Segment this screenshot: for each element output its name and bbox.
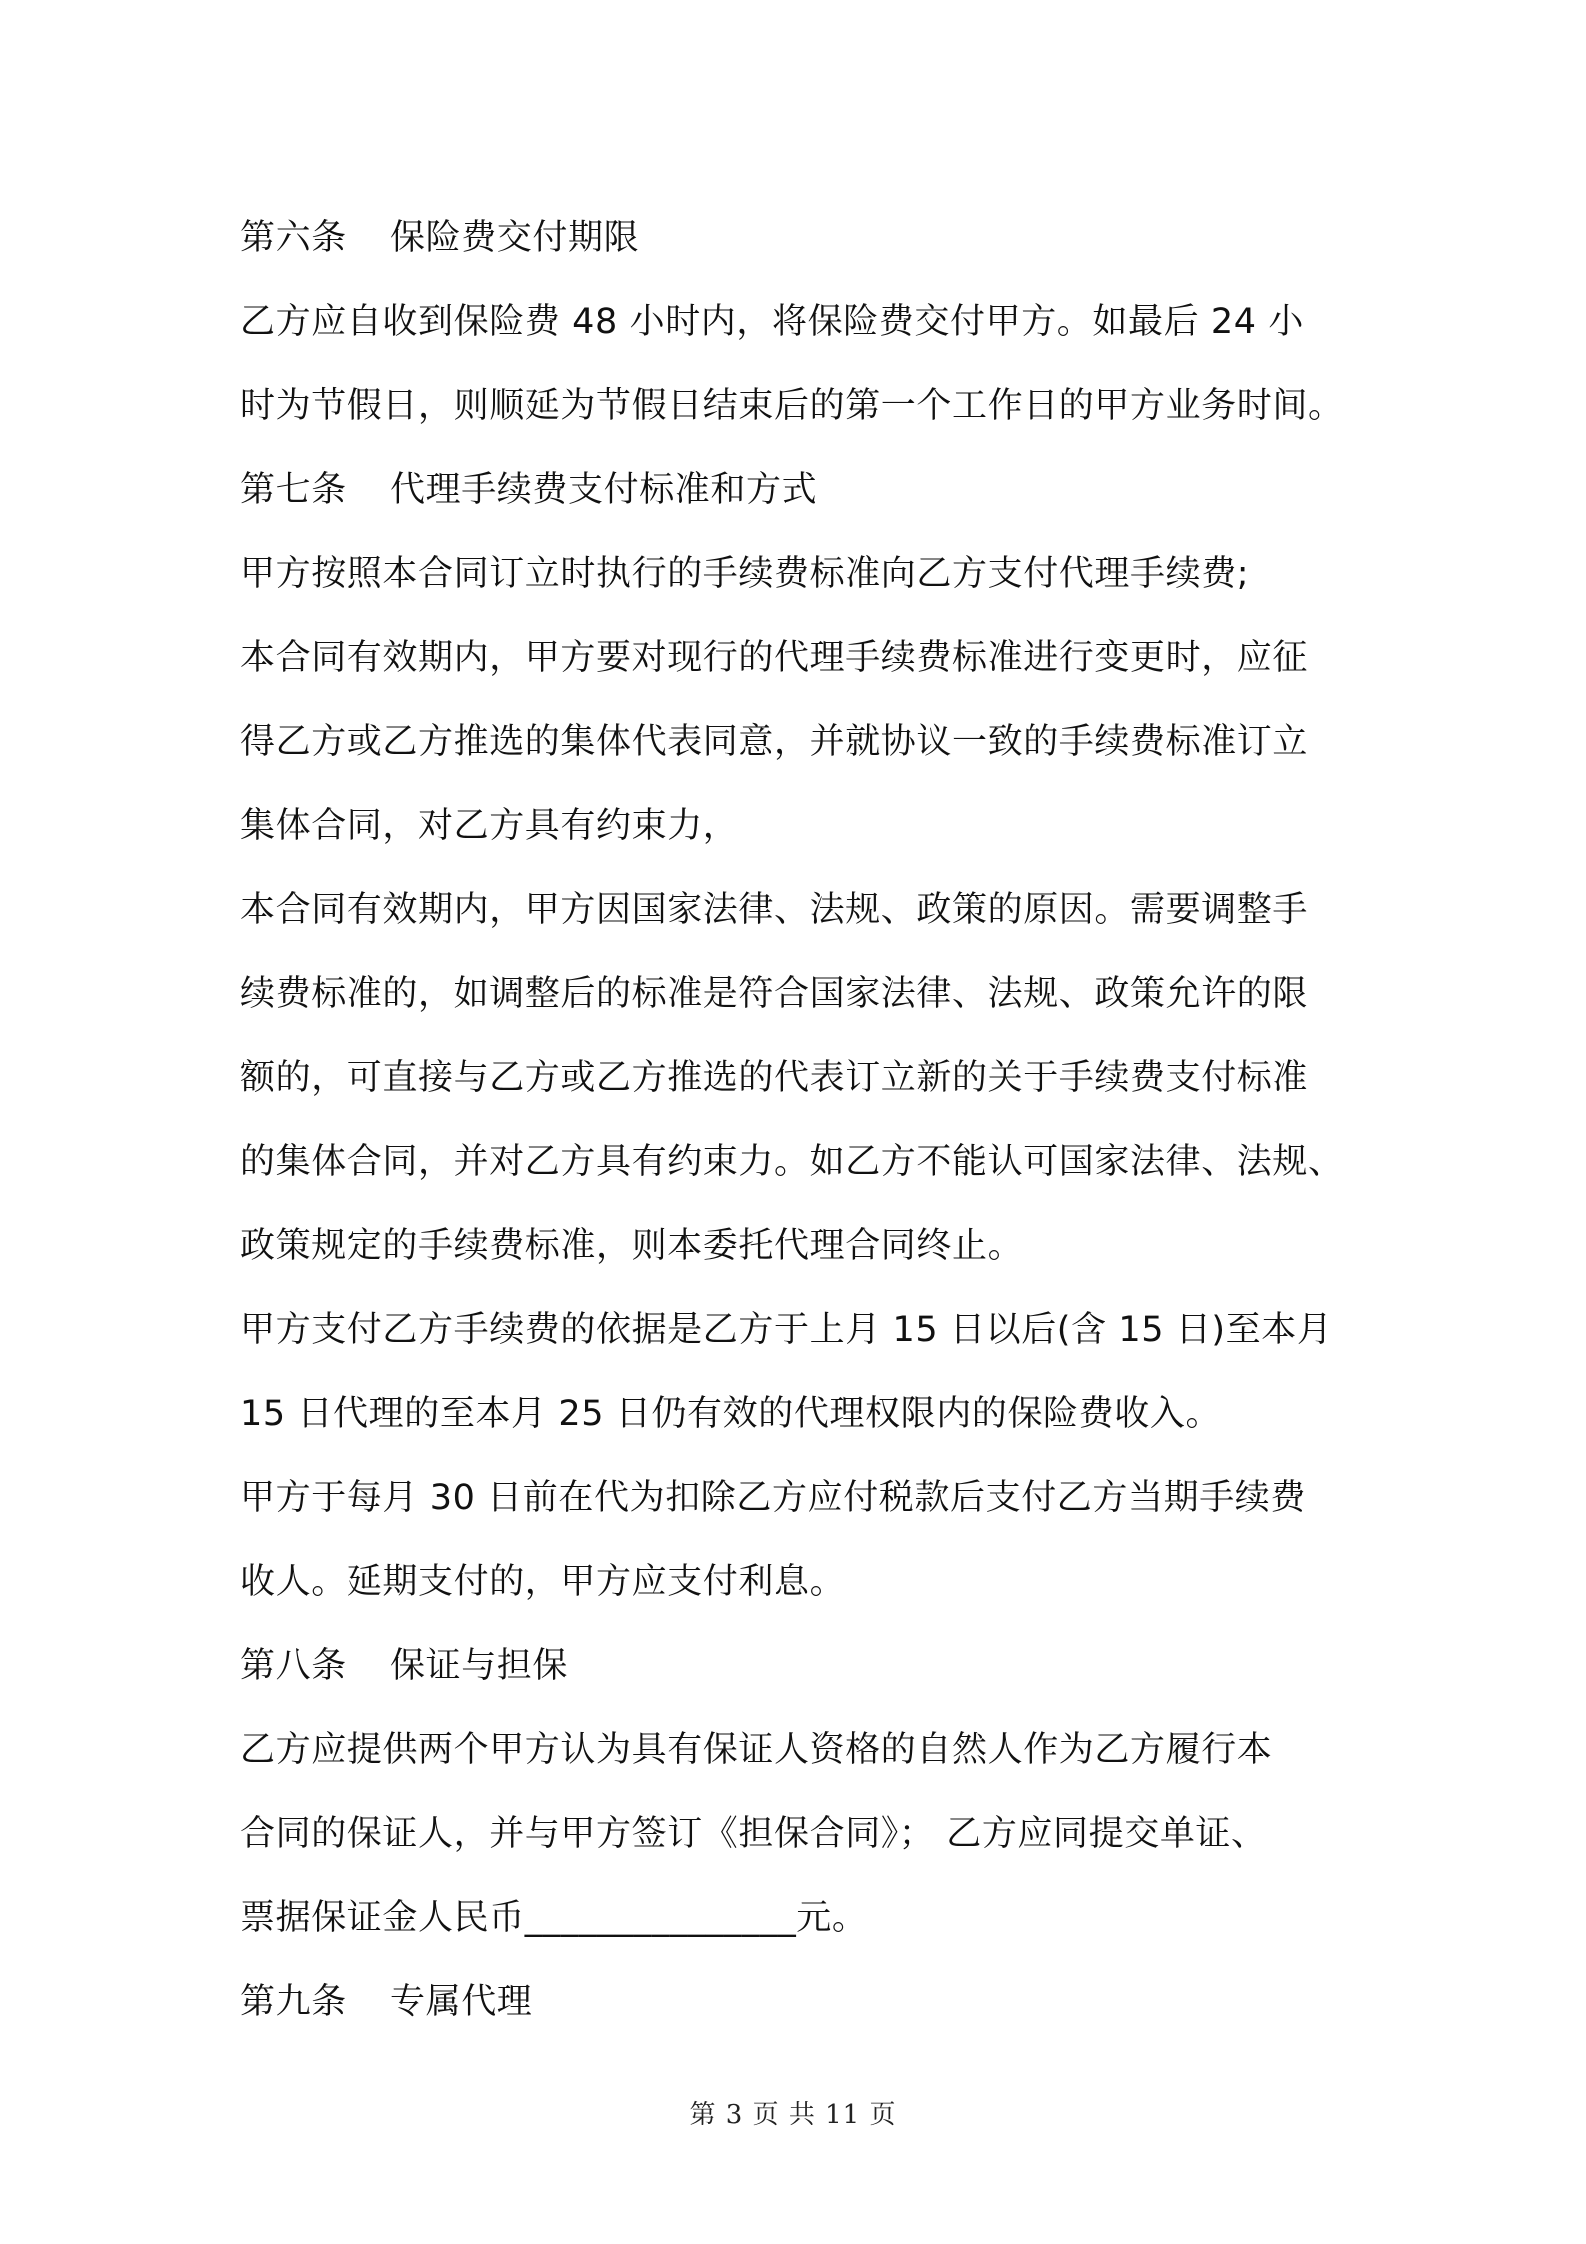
paragraph-line: 续费标准的，如调整后的标准是符合国家法律、法规、政策允许的限 [240,974,1309,1014]
paragraph-line: 合同的保证人，并与甲方签订《担保合同》； 乙方应同提交单证、 [240,1814,1267,1854]
paragraph-line: 额的，可直接与乙方或乙方推选的代表订立新的关于手续费支付标准 [240,1058,1309,1098]
paragraph-line: 15 日代理的至本月 25 日仍有效的代理权限内的保险费收入。 [240,1394,1222,1434]
paragraph-line: 收人。延期支付的，甲方应支付利息。 [240,1562,846,1602]
article-number: 第八条 [240,1646,347,1686]
article-title: 代理手续费支付标准和方式 [390,470,818,510]
article-heading-9 [240,1960,1400,2044]
paragraph-line: 甲方支付乙方手续费的依据是乙方于上月 15 日以后(含 15 日)至本月 [240,1310,1333,1350]
article-heading-7 [240,448,1400,532]
paragraph-line: 乙方应自收到保险费 48 小时内，将保险费交付甲方。如最后 24 小 [240,302,1304,342]
article-heading-8 [240,1624,1400,1708]
article-heading-6 [240,196,1400,280]
paragraph-line: 的集体合同，并对乙方具有约束力。如乙方不能认可国家法律、法规、 [240,1142,1344,1182]
paragraph-line: 乙方应提供两个甲方认为具有保证人资格的自然人作为乙方履行本 [240,1730,1273,1770]
paragraph-line: 集体合同，对乙方具有约束力， [240,806,739,846]
article-number: 第九条 [240,1982,347,2022]
article-number: 第六条 [240,218,347,258]
paragraph-line: 本合同有效期内，甲方要对现行的代理手续费标准进行变更时，应征 [240,638,1309,678]
article-title: 保证与担保 [390,1646,569,1686]
article-title: 专属代理 [390,1982,533,2022]
paragraph-line: 本合同有效期内，甲方因国家法律、法规、政策的原因。需要调整手 [240,890,1309,930]
paragraph-line: 票据保证金人民币_______________元。 [240,1898,868,1938]
paragraph-line: 甲方于每月 30 日前在代为扣除乙方应付税款后支付乙方当期手续费 [240,1478,1306,1518]
document-body [240,196,1400,2044]
article-number: 第七条 [240,470,347,510]
paragraph-line: 得乙方或乙方推选的集体代表同意，并就协议一致的手续费标准订立 [240,722,1309,762]
page-number-footer: 第 3 页 共 11 页 [689,2100,897,2130]
paragraph-line: 甲方按照本合同订立时执行的手续费标准向乙方支付代理手续费; [240,554,1250,594]
article-title: 保险费交付期限 [390,218,640,258]
paragraph-line: 时为节假日，则顺延为节假日结束后的第一个工作日的甲方业务时间。 [240,386,1344,426]
paragraph-line: 政策规定的手续费标准，则本委托代理合同终止。 [240,1226,1024,1266]
